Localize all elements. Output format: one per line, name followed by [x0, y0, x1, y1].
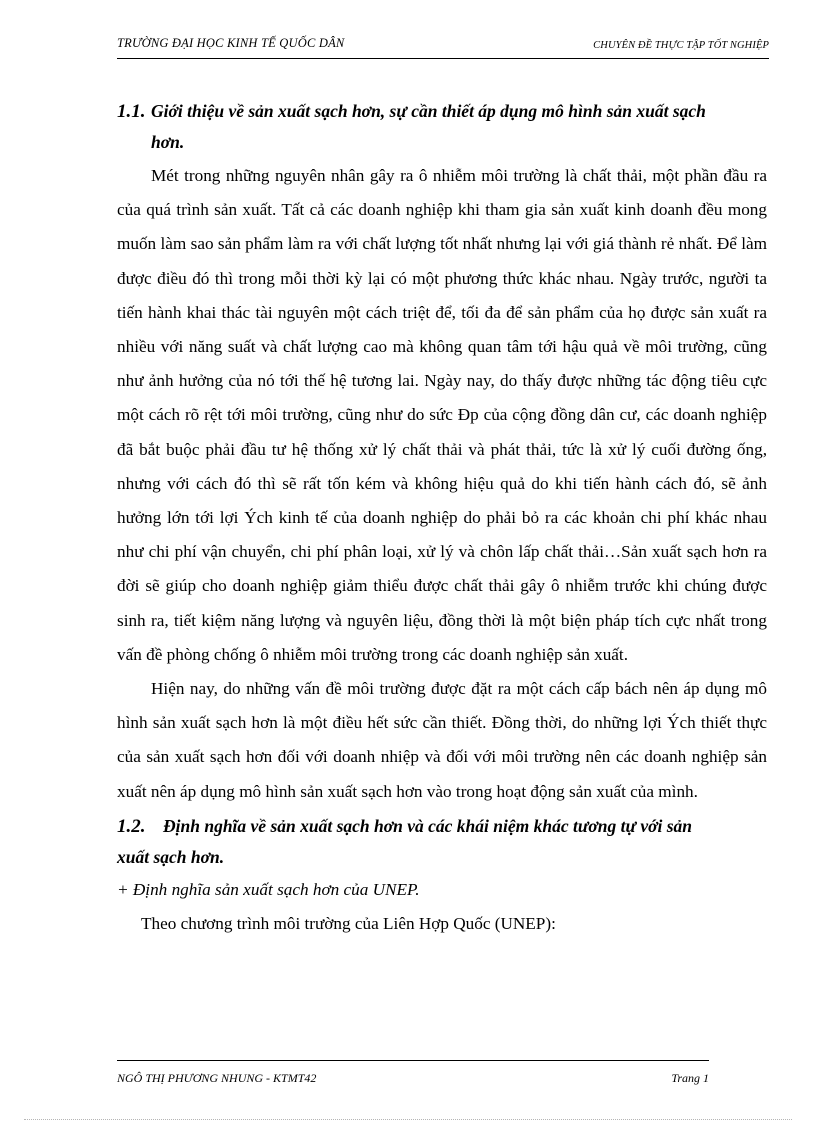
footer-page-number: Trang 1 — [671, 1071, 709, 1085]
section-number: 1.2. — [117, 815, 146, 837]
section-number: 1.1. — [117, 101, 146, 122]
page-header — [117, 36, 769, 59]
page-edge-divider — [24, 1119, 792, 1120]
header-university: TRƯỜNG ĐẠI HỌC KINH TẾ QUỐC DÂN — [117, 36, 345, 50]
definition-item: + Định nghĩa sản xuất sạch hơn của UNEP. — [117, 879, 420, 899]
header-report-title: CHUYÊN ĐỀ THỰC TẬP TỐT NGHIỆP — [593, 40, 769, 51]
section-heading-1-2 — [117, 811, 767, 873]
unep-line: Theo chương trình môi trường của Liên Hợp Quốc (UNEP): — [141, 913, 556, 933]
footer-author: NGÔ THỊ PHƯƠNG NHUNG - KTMT42 — [117, 1071, 317, 1085]
section-title-line2: hơn. — [151, 132, 185, 152]
section-title-line2: xuất sạch hơn. — [117, 846, 225, 867]
page-footer — [117, 1060, 709, 1089]
paragraph-1: Mét trong những nguyên nhân gây ra ô nhiễm môi trường là chất thải, một phần đầu ra của quá trình sản xuất. Tất cả các doanh nghiệp khi tham gia sản xuất kinh doanh đều mong muốn làm sao sản phẩm làm ra với chất lượng tốt nhất nhưng lại với giá thành rẻ nhất. Để làm được điều đó thì trong mỗi thời kỳ lại có một phương thức khác nhau. Ngày trước, người ta tiến hành khai thác tài nguyên một cách triệt để, tối đa để sản phẩm của họ được sản xuất ra nhiều với năng suất và chất lượng cao mà không quan tâm tới hậu quả về môi trường, cũng như ảnh hưởng của nó tới thế hệ tương lai. Ngày nay, do thấy được những tác động tiêu cực một cách rõ rệt tới môi trường, cũng như do sức Ðp của cộng đồng dân cư, các doanh nghiệp đã bắt buộc phải đầu tư hệ thống xử lý chất thải và phát thải, tức là xử lý cuối đường ống, nhưng với cách đó thì sẽ rất tốn kém và không hiệu quả do khi tiến hành cách đó, sẽ ảnh hưởng lớn tới lợi Ých kinh tế của doanh nghiệp do phải bỏ ra các khoản chi phí khác nhau như chi phí vận chuyển, chi phí phân loại, xử lý và chôn lấp chất thải…Sản xuất sạch hơn ra đời sẽ giúp cho doanh nghiệp giảm thiểu được chất thải gây ô nhiễm trước khi chúng được sinh ra, tiết kiệm năng lượng và nguyên liệu, đồng thời là một biện pháp tích cực nhất trong vấn đề phòng chống ô nhiễm môi trường trong các doanh nghiệp sản xuất. — [117, 166, 767, 664]
section-heading-1-1 — [117, 96, 767, 158]
section-title-line1: Giới thiệu về sản xuất sạch hơn, sự cần thiết áp dụng mô hình sản xuất sạch — [151, 101, 706, 121]
section-title-line1: Định nghĩa về sản xuất sạch hơn và các khái niệm khác tương tự với sản — [163, 815, 693, 836]
page-content — [117, 96, 767, 941]
paragraph-2: Hiện nay, do những vấn đề môi trường được đặt ra một cách cấp bách nên áp dụng mô hình sản xuất sạch hơn là một điều hết sức cần thiết. Đồng thời, do những lợi Ých thiết thực của sản xuất sạch hơn đối với doanh nhiệp và đối với môi trường nên các doanh nghiệp sản xuất nên áp dụng mô hình sản xuất sạch hơn vào trong hoạt động sản xuất của mình. — [117, 679, 767, 801]
